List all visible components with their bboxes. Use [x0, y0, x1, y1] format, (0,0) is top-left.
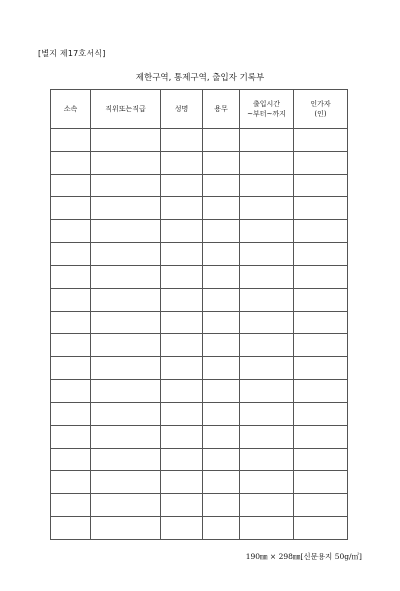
table-cell	[161, 380, 203, 403]
table-cell	[91, 334, 161, 357]
table-cell	[294, 265, 348, 288]
table-cell	[203, 471, 240, 494]
table-cell	[161, 129, 203, 152]
table-cell	[161, 357, 203, 380]
table-cell	[51, 471, 91, 494]
form-number: [별지 제17호서식]	[38, 49, 106, 58]
table-cell	[294, 517, 348, 540]
table-cell	[203, 517, 240, 540]
table-cell	[294, 288, 348, 311]
table-cell	[294, 425, 348, 448]
table-cell	[240, 380, 294, 403]
table-cell	[91, 129, 161, 152]
table-cell	[240, 311, 294, 334]
header-purpose: 용무	[203, 90, 240, 129]
table-cell	[294, 448, 348, 471]
table-body	[51, 129, 348, 540]
table-cell	[51, 129, 91, 152]
table-row	[51, 265, 348, 288]
table-row	[51, 129, 348, 152]
table-cell	[91, 448, 161, 471]
table-cell	[294, 311, 348, 334]
table-row	[51, 288, 348, 311]
table-cell	[51, 220, 91, 243]
table-cell	[91, 357, 161, 380]
table-cell	[161, 265, 203, 288]
table-row	[51, 494, 348, 517]
table-cell	[240, 517, 294, 540]
table-cell	[51, 494, 91, 517]
table-cell	[294, 402, 348, 425]
table-cell	[161, 402, 203, 425]
table-cell	[294, 151, 348, 174]
table-row	[51, 380, 348, 403]
table-cell	[203, 357, 240, 380]
table-cell	[203, 425, 240, 448]
paper-spec: 190㎜ × 298㎜[신문용지 50g/㎡]	[245, 552, 362, 561]
table-cell	[240, 129, 294, 152]
table-cell	[161, 288, 203, 311]
table-cell	[161, 517, 203, 540]
access-log-table	[50, 89, 348, 540]
table-cell	[240, 288, 294, 311]
table-cell	[161, 425, 203, 448]
table-cell	[294, 197, 348, 220]
table-cell	[240, 471, 294, 494]
table-cell	[161, 494, 203, 517]
table-row	[51, 243, 348, 266]
table-cell	[240, 425, 294, 448]
table-cell	[91, 265, 161, 288]
table-row	[51, 402, 348, 425]
table-cell	[240, 243, 294, 266]
header-row	[51, 90, 348, 129]
table-cell	[91, 174, 161, 197]
table-cell	[203, 151, 240, 174]
table-cell	[51, 425, 91, 448]
table-cell	[51, 357, 91, 380]
table-cell	[294, 471, 348, 494]
table-row	[51, 174, 348, 197]
table-cell	[294, 494, 348, 517]
table-row	[51, 357, 348, 380]
table-cell	[203, 243, 240, 266]
table-cell	[294, 357, 348, 380]
table-cell	[161, 174, 203, 197]
table-cell	[203, 174, 240, 197]
table-row	[51, 197, 348, 220]
table-cell	[51, 151, 91, 174]
table-cell	[240, 357, 294, 380]
table-cell	[203, 288, 240, 311]
table-cell	[51, 334, 91, 357]
table-cell	[161, 197, 203, 220]
table-cell	[91, 197, 161, 220]
table-row	[51, 448, 348, 471]
table-row	[51, 471, 348, 494]
table-cell	[91, 311, 161, 334]
table-cell	[51, 174, 91, 197]
table-row	[51, 220, 348, 243]
table-cell	[51, 197, 91, 220]
table-row	[51, 334, 348, 357]
table-cell	[91, 494, 161, 517]
table-cell	[91, 517, 161, 540]
table-cell	[240, 220, 294, 243]
table-cell	[51, 265, 91, 288]
header-position-or-rank: 직위또는직급	[91, 90, 161, 129]
table-cell	[240, 174, 294, 197]
table-cell	[203, 311, 240, 334]
table-cell	[91, 243, 161, 266]
table-cell	[161, 334, 203, 357]
table-cell	[51, 402, 91, 425]
table-row	[51, 311, 348, 334]
table-cell	[203, 448, 240, 471]
header-name: 성명	[161, 90, 203, 129]
table-cell	[161, 220, 203, 243]
table-cell	[203, 129, 240, 152]
table-cell	[91, 288, 161, 311]
table-cell	[51, 288, 91, 311]
table-cell	[203, 494, 240, 517]
header-authorizer: 인가자 (인)	[294, 90, 348, 129]
table-cell	[161, 311, 203, 334]
table-cell	[51, 448, 91, 471]
table-cell	[294, 380, 348, 403]
table-row	[51, 517, 348, 540]
table-cell	[203, 380, 240, 403]
table-cell	[161, 151, 203, 174]
table-cell	[240, 448, 294, 471]
table-cell	[294, 129, 348, 152]
table-cell	[203, 334, 240, 357]
table-cell	[240, 265, 294, 288]
table-cell	[294, 334, 348, 357]
table-cell	[51, 380, 91, 403]
header-entry-time: 출입시간 ~부터~까지	[240, 90, 294, 129]
table-cell	[240, 197, 294, 220]
header-affiliation: 소속	[51, 90, 91, 129]
table-cell	[91, 471, 161, 494]
document-title: 제한구역, 통제구역, 출입자 기록부	[135, 73, 265, 83]
table-cell	[91, 151, 161, 174]
table-cell	[91, 220, 161, 243]
table-cell	[203, 265, 240, 288]
table-cell	[161, 471, 203, 494]
table-cell	[203, 402, 240, 425]
table-cell	[294, 220, 348, 243]
table-cell	[51, 311, 91, 334]
table-cell	[161, 243, 203, 266]
table-cell	[91, 380, 161, 403]
table-cell	[294, 174, 348, 197]
table-cell	[51, 243, 91, 266]
table-cell	[203, 197, 240, 220]
table-cell	[240, 334, 294, 357]
table-row	[51, 425, 348, 448]
table-cell	[203, 220, 240, 243]
table-cell	[240, 151, 294, 174]
table-cell	[51, 517, 91, 540]
table-cell	[91, 425, 161, 448]
table-cell	[91, 402, 161, 425]
table-row	[51, 151, 348, 174]
table-cell	[240, 402, 294, 425]
table-cell	[240, 494, 294, 517]
table-cell	[294, 243, 348, 266]
table-cell	[161, 448, 203, 471]
